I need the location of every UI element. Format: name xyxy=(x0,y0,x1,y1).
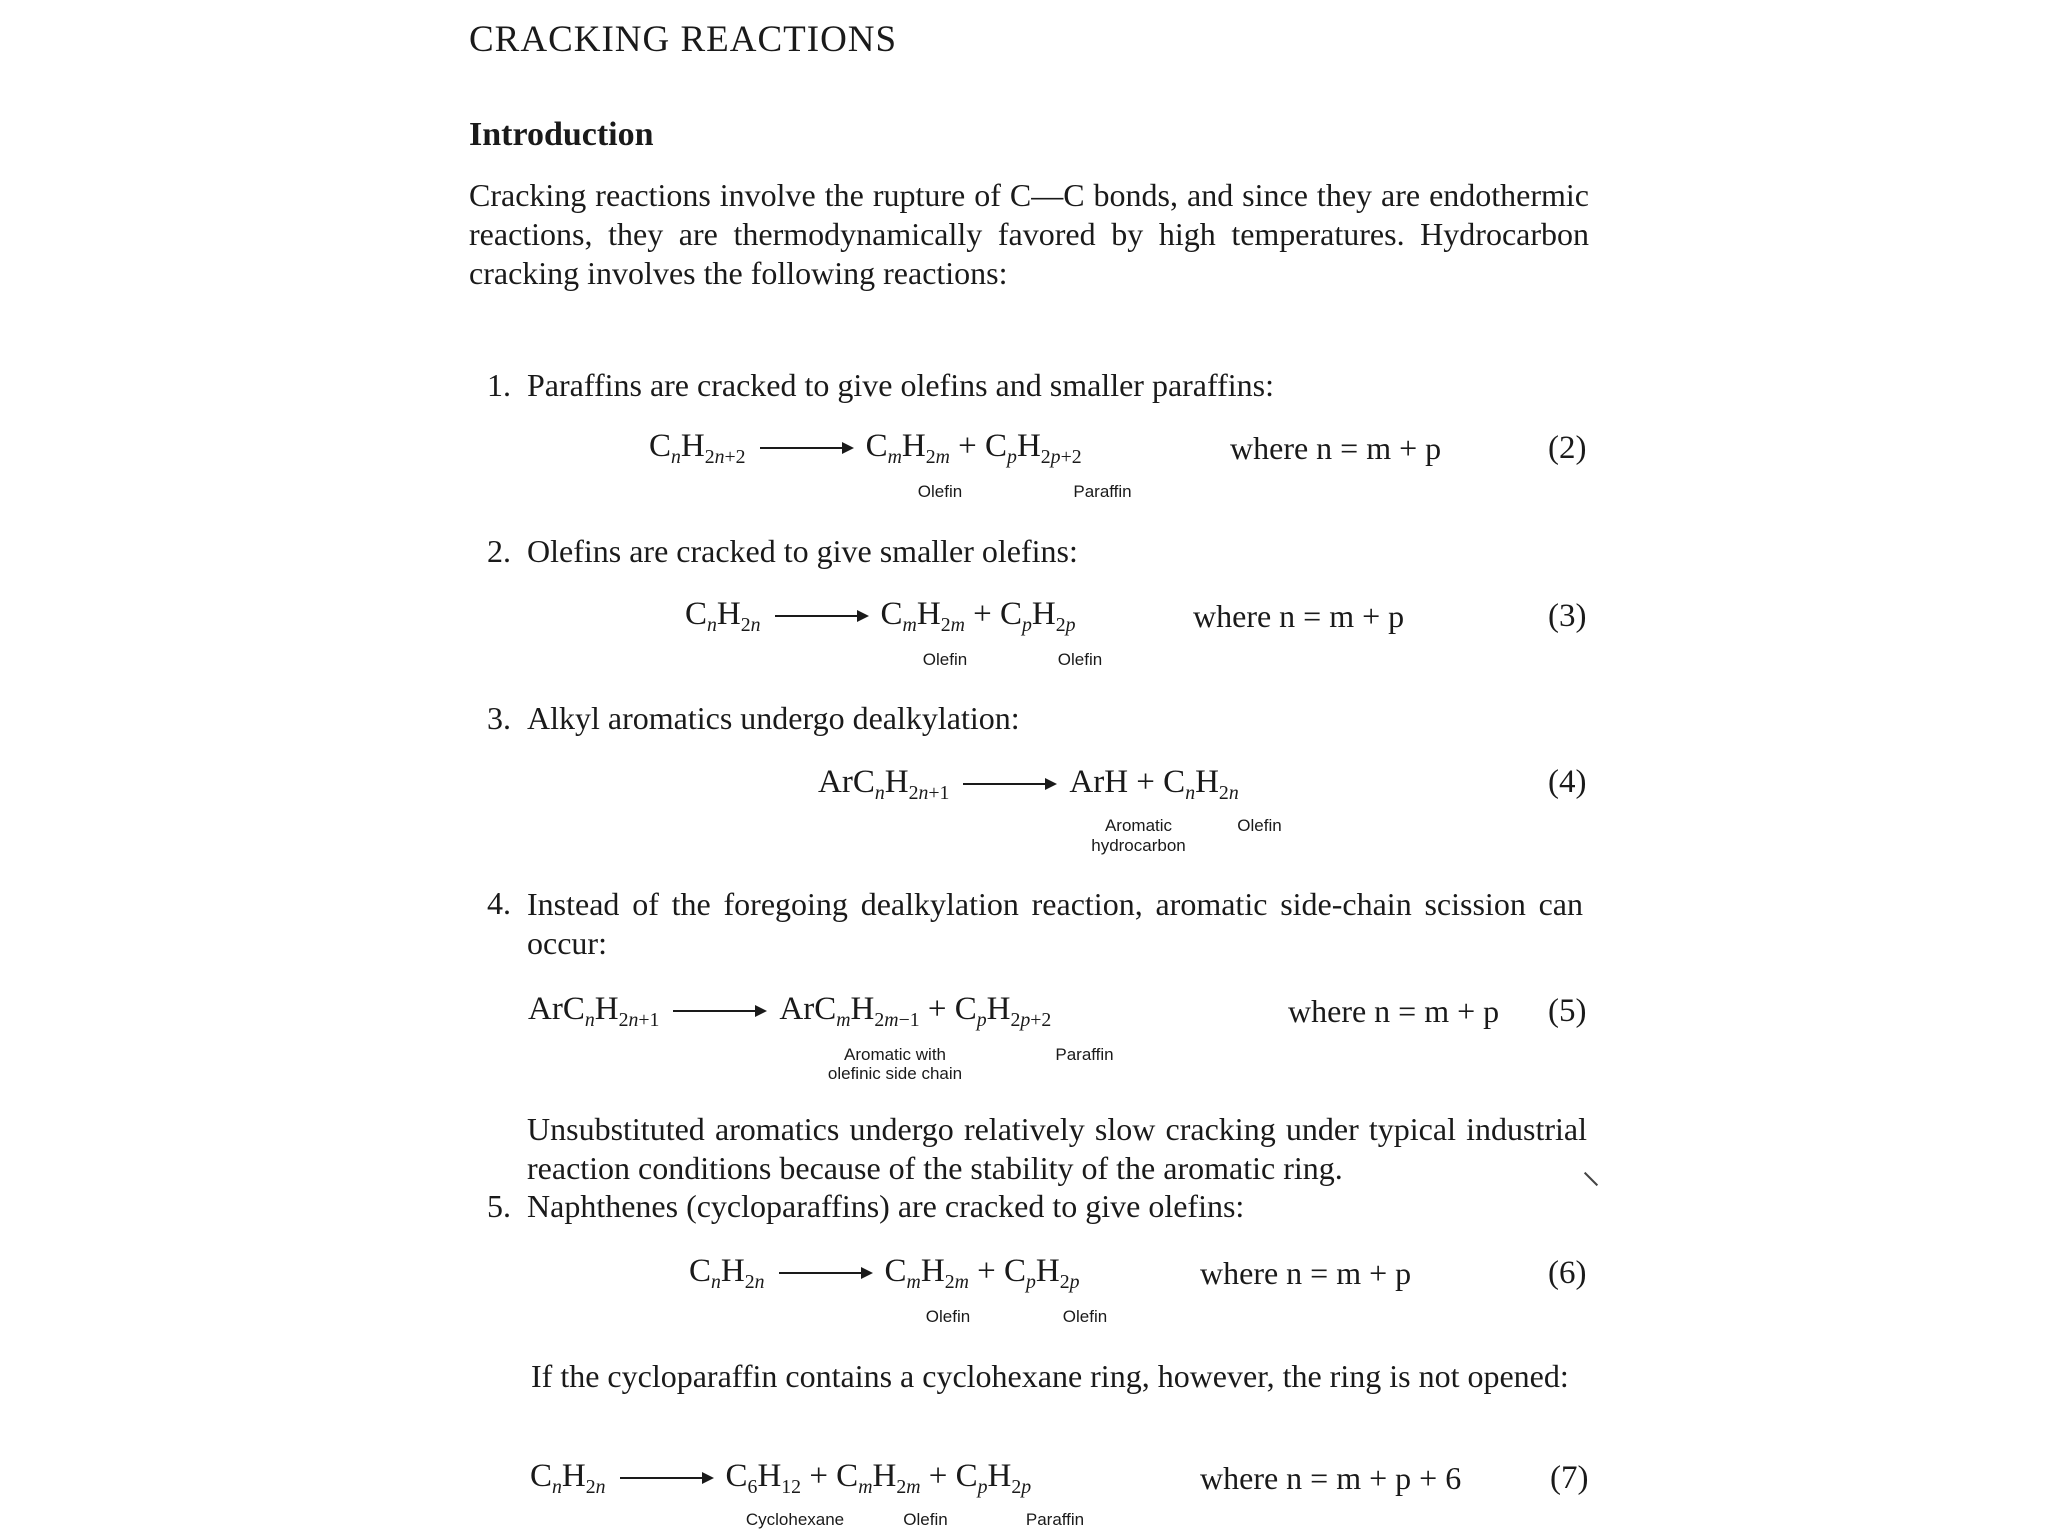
equation-label: Olefin xyxy=(925,1307,971,1326)
equation-condition: where n = m + p xyxy=(1193,598,1405,634)
list-item-text: Naphthenes (cycloparaffins) are cracked to give olefins: xyxy=(527,1188,1245,1224)
list-item-number: 1. xyxy=(487,367,511,403)
equation-label: Olefin xyxy=(1237,816,1282,835)
note-paragraph: Unsubstituted aromatics undergo relatively slow cracking under typical industrial reaction conditions because of the stability of the aromatic ring. xyxy=(527,1111,1587,1186)
equation-number: (7) xyxy=(1550,1460,1589,1496)
equation-label: Olefin xyxy=(1057,650,1103,669)
equation-number: (3) xyxy=(1548,598,1587,634)
equation-6: $C_nH_{2n}$ $C_mH_{2m} + C_pH_{2p}$ xyxy=(689,1253,1080,1293)
equation-condition: where n = m + p xyxy=(1288,993,1500,1029)
reaction-arrow-icon xyxy=(775,615,867,617)
equation-label: Aromatic hydrocarbon xyxy=(1091,816,1186,855)
list-item-text: Instead of the foregoing dealkylation reaction, aromatic side-chain scission can occur: xyxy=(527,886,1583,961)
reaction-arrow-icon xyxy=(620,1477,712,1479)
list-item-number: 4. xyxy=(487,885,511,921)
equation-label: Paraffin xyxy=(1025,1510,1085,1529)
page-title: CRACKING REACTIONS xyxy=(469,19,898,60)
equation-label: Paraffin xyxy=(1073,482,1132,501)
equation-label: Olefin xyxy=(903,1510,948,1529)
equation-label: Olefin xyxy=(917,482,963,501)
list-item-number: 5. xyxy=(487,1188,511,1224)
equation-label: Aromatic with olefinic side chain xyxy=(827,1045,963,1083)
equation-number: (2) xyxy=(1548,430,1587,466)
equation-number: (4) xyxy=(1548,764,1587,800)
note-paragraph: If the cycloparaffin contains a cyclohexane ring, however, the ring is not opened: xyxy=(531,1358,1569,1394)
equation-5: $ArC_nH_{2n+1}$ $ArC_mH_{2m-1} + C_pH_{2p+2}$ xyxy=(528,991,1052,1031)
equation-3: $C_nH_{2n}$ $C_mH_{2m} + C_pH_{2p}$ xyxy=(685,596,1076,636)
reaction-arrow-icon xyxy=(673,1010,765,1012)
equation-2: $C_nH_{2n+2}$ $C_mH_{2m} + C_pH_{2p+2}$ xyxy=(649,428,1082,468)
equation-number: (6) xyxy=(1548,1255,1587,1291)
list-item-text: Olefins are cracked to give smaller olefins: xyxy=(527,533,1078,569)
equation-label: Cyclohexane xyxy=(745,1510,845,1529)
equation-label: Olefin xyxy=(1062,1307,1108,1326)
reaction-arrow-icon xyxy=(963,783,1055,785)
list-item-text: Alkyl aromatics undergo dealkylation: xyxy=(527,700,1020,736)
equation-4: $ArC_nH_{2n+1}$ ArH + $C_nH_{2n}$ xyxy=(818,764,1239,804)
reaction-arrow-icon xyxy=(779,1272,871,1274)
list-item-text: Paraffins are cracked to give olefins and smaller paraffins: xyxy=(527,367,1274,403)
equation-condition: where n = m + p xyxy=(1200,1255,1412,1291)
equation-condition: where n = m + p + 6 xyxy=(1200,1460,1462,1496)
list-item-number: 3. xyxy=(487,700,511,736)
reaction-arrow-icon xyxy=(760,447,852,449)
equation-7: $C_nH_{2n}$ $C_6H_{12} + C_mH_{2m} + C_pH_{2p}$ xyxy=(530,1458,1032,1498)
section-heading: Introduction xyxy=(469,116,654,153)
equation-condition: where n = m + p xyxy=(1230,430,1442,466)
equation-label: Olefin xyxy=(922,650,968,669)
equation-number: (5) xyxy=(1548,993,1587,1029)
intro-paragraph: Cracking reactions involve the rupture of C—C bonds, and since they are endothermic reactions, they are thermodynamically favored by high temperatures. Hydrocarbon cracking involves the following reactions: xyxy=(469,177,1589,291)
list-item-number: 2. xyxy=(487,533,511,569)
equation-label: Paraffin xyxy=(1055,1045,1114,1064)
